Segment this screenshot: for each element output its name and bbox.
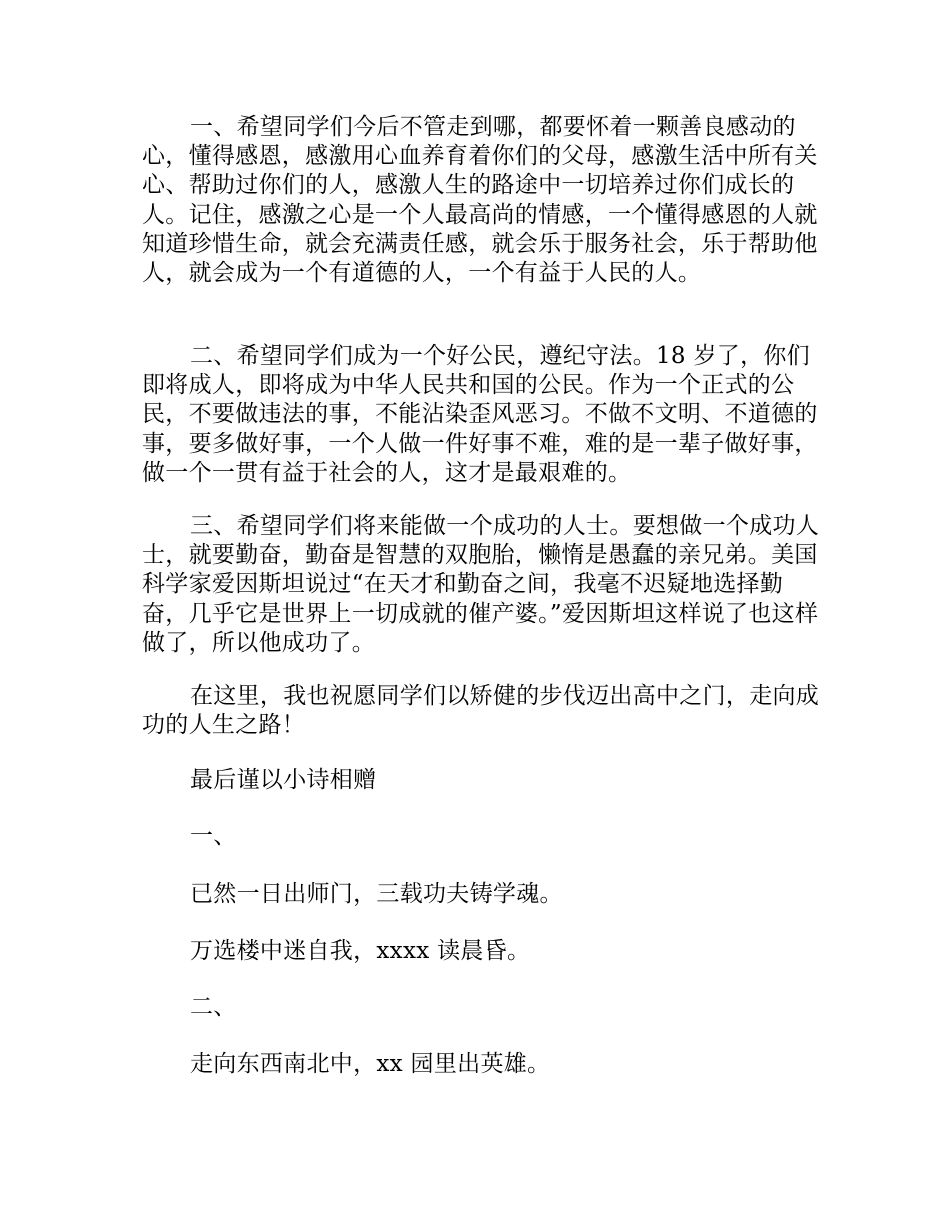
paragraph-blessing: 在这里，我也祝愿同学们以矫健的步伐迈出高中之门，走向成功的人生之路！ [142,683,820,739]
paragraph-good-citizen: 二、希望同学们成为一个好公民，遵纪守法。18 岁了，你们即将成人，即将成为中华人民共和国的公民。作为一个正式的公民，不要做违法的事，不能沾染歪风恶习。不做不文明、不道德的事，要多做好事，一个人做一件好事不难，难的是一辈子做好事，做一个一贯有益于社会的人，这才是最艰难的。 [142,343,818,486]
poem-line-1: 已然一日出师门，三载功夫铸学魂。 [190,881,563,907]
poem-intro: 最后谨以小诗相赠 [190,767,377,793]
paragraph-success: 三、希望同学们将来能做一个成功的人士。要想做一个成功人士，就要勤奋，勤奋是智慧的双胞胎，懒惰是愚蠢的亲兄弟。美国科学家爱因斯坦说过“在天才和勤奋之间，我毫不迟疑地选择勤奋，几乎它是世界上一切成就的催产婆。”爱因斯坦这样说了也这样做了，所以他成功了。 [142,513,820,656]
paragraph-gratitude: 一、希望同学们今后不管走到哪，都要怀着一颗善良感动的心，懂得感恩，感激用心血养育着你们的父母，感激生活中所有关心、帮助过你们的人，感激人生的路途中一切培养过你们成长的人。记住，感激之心是一个人最高尚的情感，一个懂得感恩的人就知道珍惜生命，就会充满责任感，就会乐于服务社会，乐于帮助他人，就会成为一个有道德的人，一个有益于人民的人。 [142,114,818,287]
poem-line-2: 万选楼中迷自我，xxxx 读晨昏。 [190,938,531,964]
poem-section-one-heading: 一、 [190,823,237,849]
poem-line-3: 走向东西南北中，xx 园里出英雄。 [190,1051,551,1077]
poem-section-two-heading: 二、 [190,994,237,1020]
